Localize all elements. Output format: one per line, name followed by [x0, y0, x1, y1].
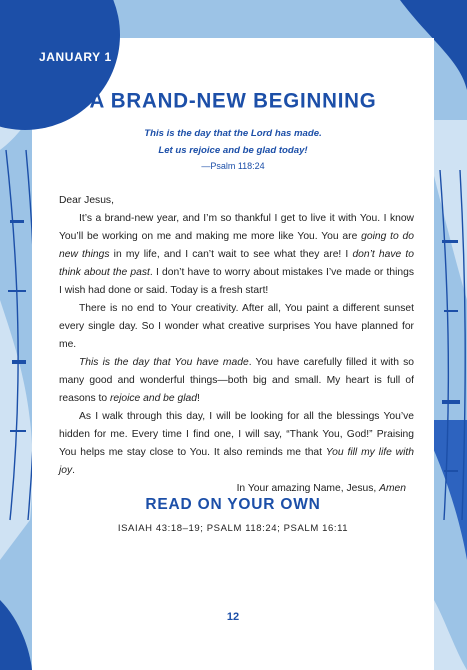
paragraph-1: It’s a brand-new year, and I’m so thankful I get to live it with You. I know You’ll be working on me and making me more like You. You are going to do new things in my life, and I can’t wait to see what they are! I don’t have to think about the past. I don’t have to worry about mistakes I’ve made or things I wish had done or said. Today is a fresh start!: [59, 213, 414, 296]
verse-line-1: This is the day that the Lord has made.: [144, 128, 322, 139]
paragraph-2: There is no end to Your creativity. After all, You paint a different sunset every single day. So I wonder what creative surprises You have planned for me.: [59, 303, 414, 350]
read-on-your-own-heading: READ ON YOUR OWN: [145, 496, 321, 513]
signoff: In Your amazing Name, Jesus, Amen: [236, 483, 406, 494]
date-label: JANUARY 1: [39, 50, 112, 64]
page-number: 12: [226, 611, 240, 623]
page-title: A BRAND-NEW BEGINNING: [89, 88, 377, 113]
paragraph-3: This is the day that You have made. You have carefully filled it with so many good and wonderful things—both big and small. My heart is full of reasons to rejoice and be glad!: [59, 357, 414, 404]
verse-reference: —Psalm 118:24: [201, 161, 265, 171]
devotional-body: [59, 192, 414, 498]
greeting: Dear Jesus,: [59, 195, 114, 206]
verse-line-2: Let us rejoice and be glad today!: [158, 145, 308, 156]
scripture-references: ISAIAH 43:18–19; PSALM 118:24; PSALM 16:11: [117, 523, 349, 534]
verse-block: [32, 125, 434, 174]
paragraph-4: As I walk through this day, I will be looking for all the blessings You’ve hidden for me. Every time I find one, I will say, “Thank You, God!” Praising You helps me stay close to You. It also reminds me that You fill my life with joy.: [59, 411, 414, 476]
